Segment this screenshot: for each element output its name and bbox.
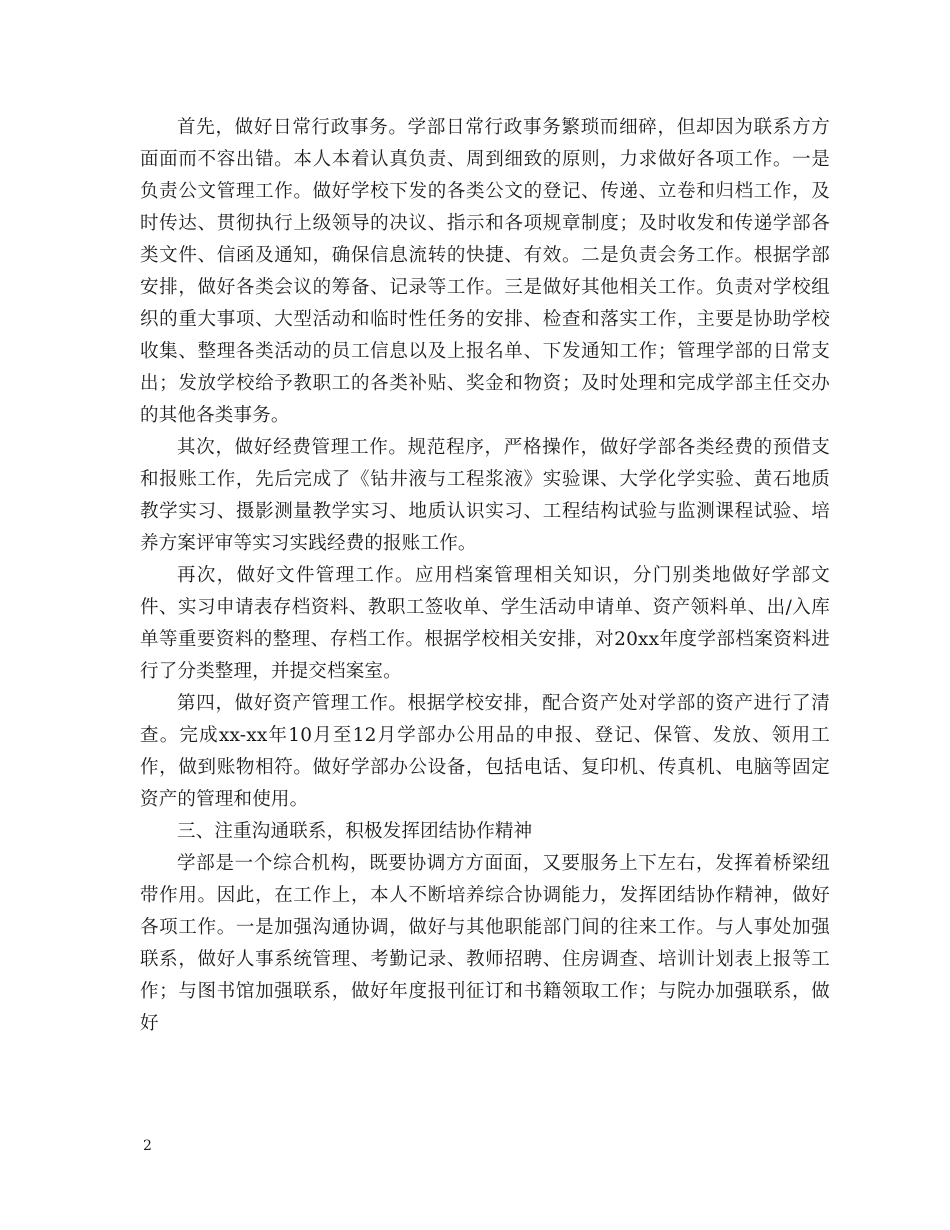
page-number: 2 bbox=[143, 1138, 152, 1154]
paragraph-funds-management: 其次，做好经费管理工作。规范程序，严格操作，做好学部各类经费的预借支和报账工作，先后完成了《钻井液与工程浆液》实验课、大学化学实验、黄石地质教学实习、摄影测量教学实习、地质认识实习、工程结构试验与监测课程试验、培养方案评审等实习实践经费的报账工作。 bbox=[140, 437, 830, 554]
paragraph-coordination: 学部是一个综合机构，既要协调方方面面，又要服务上下左右，发挥着桥梁纽带作用。因此，在工作上，本人不断培养综合协调能力，发挥团结协作精神，做好各项工作。一是加强沟通协调，做好与其他职能部门间的往来工作。与人事处加强联系，做好人事系统管理、考勤记录、教师招聘、住房调查、培训计划表上报等工作；与图书馆加强联系，做好年度报刊征订和书籍领取工作；与院办加强联系，做好 bbox=[140, 853, 830, 1034]
paragraph-file-management: 再次，做好文件管理工作。应用档案管理相关知识，分门别类地做好学部文件、实习申请表存档资料、教职工签收单、学生活动申请单、资产领料单、出/入库单等重要资料的整理、存档工作。根据学校相关安排，对20xx年度学部档案资料进行了分类整理，并提交档案室。 bbox=[140, 565, 830, 682]
section-heading-communication: 三、注重沟通联系，积极发挥团结协作精神 bbox=[177, 821, 533, 842]
paragraph-daily-affairs: 首先，做好日常行政事务。学部日常行政事务繁琐而细碎，但却因为联系方方面面而不容出错。本人本着认真负责、周到细致的原则，力求做好各项工作。一是负责公文管理工作。做好学校下发的各类公文的登记、传递、立卷和归档工作，及时传达、贯彻执行上级领导的决议、指示和各项规章制度；及时收发和传递学部各类文件、信函及通知，确保信息流转的快捷、有效。二是负责会务工作。根据学部安排，做好各类会议的筹备、记录等工作。三是做好其他相关工作。负责对学校组织的重大事项、大型活动和临时性任务的安排、检查和落实工作，主要是协助学校收集、整理各类活动的员工信息以及上报名单、下发通知工作；管理学部的日常支出；发放学校给予教职工的各类补贴、奖金和物资；及时处理和完成学部主任交办的其他各类事务。 bbox=[140, 117, 830, 426]
body-text bbox=[140, 112, 830, 1040]
paragraph-asset-management: 第四，做好资产管理工作。根据学校安排，配合资产处对学部的资产进行了清查。完成xx-xx年10月至12月学部办公用品的申报、登记、保管、发放、领用工作，做到账物相符。做好学部办公设备，包括电话、复印机、传真机、电脑等固定资产的管理和使用。 bbox=[140, 693, 830, 810]
